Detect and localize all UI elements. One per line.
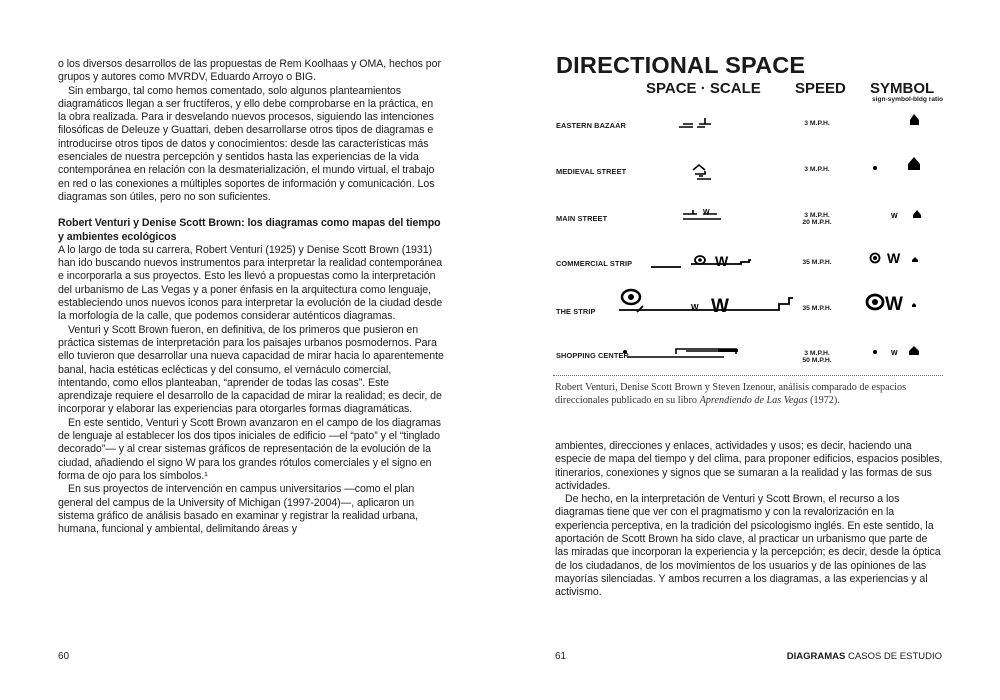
row-label-medieval-street: MEDIEVAL STREET — [556, 167, 627, 176]
paragraph: o los diversos desarrollos de las propuestas de Rem Koolhaas y OMA, hechos por grupos y autores como MVRDV, Eduardo Arroyo o BIG. — [58, 58, 441, 84]
col-header-space-scale: SPACE · SCALE — [646, 80, 761, 97]
page-number: 60 — [58, 651, 70, 662]
paragraph: A lo largo de toda su carrera, Robert Venturi (1925) y Denise Scott Brown (1931) han ido buscando nuevos instrumentos para interpretar la realidad contemporánea e incorporarla a sus proyectos. Esto les llevó a propuestas como la interpretación del urbanismo de Las Vegas y a poner énfasis en la arquitectura como lenguaje, estableciendo unos nuevos iconos para interpretar la evolución de la ciudad desde la morfología de la calle, que podemos considerar auténticos diagramas. — [58, 243, 443, 323]
speed-commercial-strip: 35 M.P.H. — [802, 259, 832, 266]
col-header-speed: SPEED — [795, 80, 846, 97]
speed-the-strip: 35 M.P.H. — [802, 305, 832, 312]
book-title: Aprendiendo de Las Vegas — [699, 395, 808, 406]
main-street-plan — [683, 210, 721, 219]
speed-eastern-bazaar: 3 M.P.H. — [804, 120, 830, 127]
sign-w-small: W — [703, 209, 710, 216]
svg-text:W: W — [891, 213, 898, 220]
medieval-street-plan — [693, 165, 711, 179]
speed-medieval-street: 3 M.P.H. — [804, 166, 830, 173]
figure-title: DIRECTIONAL SPACE — [556, 52, 806, 78]
eye-symbol-small — [873, 166, 877, 170]
eastern-bazaar-plan — [679, 118, 711, 127]
row-label-shopping-center: SHOPPING CENTER — [556, 351, 629, 360]
row-label-the-strip: THE STRIP — [556, 307, 596, 316]
building-symbol — [908, 157, 920, 170]
svg-text:W: W — [885, 294, 903, 315]
svg-text:W: W — [691, 303, 699, 312]
left-body — [58, 58, 444, 536]
paragraph: Sin embargo, tal como hemos comentado, solo algunos planteamientos diagramáticos llegan a ser fructíferos, y ello debe comprobarse en la práctica, en la obra realizada. Para ir desvelando nuevos procesos, siguiendo las intenciones filosóficas de Deleuze y Guattari, deben desarrollarse otros tipos de diagramas e introducirse otros tipos de datos y conocimientos: desde las características más esenciales de nuestra percepción y sentidos hasta las experiencias de la vida contemporánea en relación con la desmaterialización, el mundo virtual, el trabajo en red o las conexiones a múltiples soportes de información y comunicación. Los diagramas son útiles, pero no son suficientes. — [58, 84, 435, 203]
row-label-eastern-bazaar: EASTERN BAZAAR — [556, 121, 626, 130]
row-label-commercial-strip: COMMERCIAL STRIP — [556, 259, 633, 268]
running-footer: DIAGRAMAS CASOS DE ESTUDIO — [786, 651, 942, 662]
col-header-symbol: SYMBOL — [870, 80, 935, 97]
paragraph: ambientes, direcciones y enlaces, actividades y usos; es decir, haciendo una especie de mapa del tiempo y del clima, para proponer edificios, espacios posibles, itinerarios, conexiones y signos que se sumaran a la realidad y las formas de sus actividades. — [555, 440, 943, 492]
section-heading: Robert Venturi y Denise Scott Brown: los diagramas como mapas del tiempo y ambientes ecológicos — [58, 217, 441, 243]
svg-text:W: W — [891, 350, 898, 357]
the-strip-plan — [619, 298, 793, 312]
paragraph: De hecho, en la interpretación de Venturi y Scott Brown, el recurso a los diagramas tiene que ver con el pragmatismo y con la revalorización en la experiencia perceptiva, en la tradición del psicologismo inglés. En este sentido, la aportación de Scott Brown ha sido clave, al practicar un urbanismo que parte de las miradas que incorporan la experiencia y la percepción; es decir, desde la óptica de los ciudadanos, de los movimientos de los usuarios y de las opiniones de las mayorías silenciadas. Y ambos recurren a los diagramas, a las experiencias y al activismo. — [555, 493, 941, 599]
svg-text:W: W — [887, 250, 901, 266]
row-label-main-street: MAIN STREET — [556, 214, 608, 223]
building-symbol — [910, 114, 919, 125]
right-page — [500, 0, 1000, 700]
sign-w-large: W — [711, 296, 729, 317]
building-symbol — [913, 210, 921, 218]
paragraph: Venturi y Scott Brown fueron, en definitiva, de los primeros que pusieron en práctica sistemas de interpretación para los paisajes urbanos posmodernos. Para ello tuvieron que desarrollar una nueva capacidad de mirar hacia lo aparentemente banal, hacia estéticas eclécticas y del consumo, el vernáculo comercial, intentando, como ellos planteaban, “aprender de todas las cosas”. Este aprendizaje requiere el desarrollo de la capacidad de mirar la realidad; es decir, de incorporar y elaborar las experiencias para otorgarles formas diagramáticas. — [58, 323, 444, 416]
sign-w: W — [715, 253, 729, 269]
page-number: 61 — [555, 651, 567, 662]
symbol-subheader: sign-symbol-bldg ratio — [872, 96, 944, 103]
paragraph: En este sentido, Venturi y Scott Brown avanzaron en el campo de los diagramas de lenguaje al establecer los dos tipos iniciales de edificio —el “pato” y el “tinglado decorado”— y al crear sistemas gráficos de representación de la evolución de la ciudad, añadiendo el signo W para los grandes rótulos comerciales y el signo en forma de ojo para los símbolos.¹ — [58, 416, 442, 482]
figure-caption: Robert Venturi, Denise Scott Brown y Steven Izenour, análisis comparado de espacios direccionales publicado en su libro Aprendiendo de Las Vegas (1972). — [555, 382, 907, 406]
speed-shopping-center: 3 M.P.H. 50 M.P.H. — [802, 350, 832, 365]
directional-space-figure — [553, 52, 945, 377]
paragraph: En sus proyectos de intervención en campus universitarios —como el plan general del campus de la University of Michigan (1997-2004)—, aplicaron un sistema gráfico de análisis basado en examinar y registrar la realidad urbana, humana, funcional y ambiental, delimitando áreas y — [58, 483, 419, 536]
caption-divider — [553, 375, 943, 376]
right-body — [555, 440, 943, 600]
speed-main-street: 3 M.P.H. 20 M.P.H. — [802, 212, 832, 227]
